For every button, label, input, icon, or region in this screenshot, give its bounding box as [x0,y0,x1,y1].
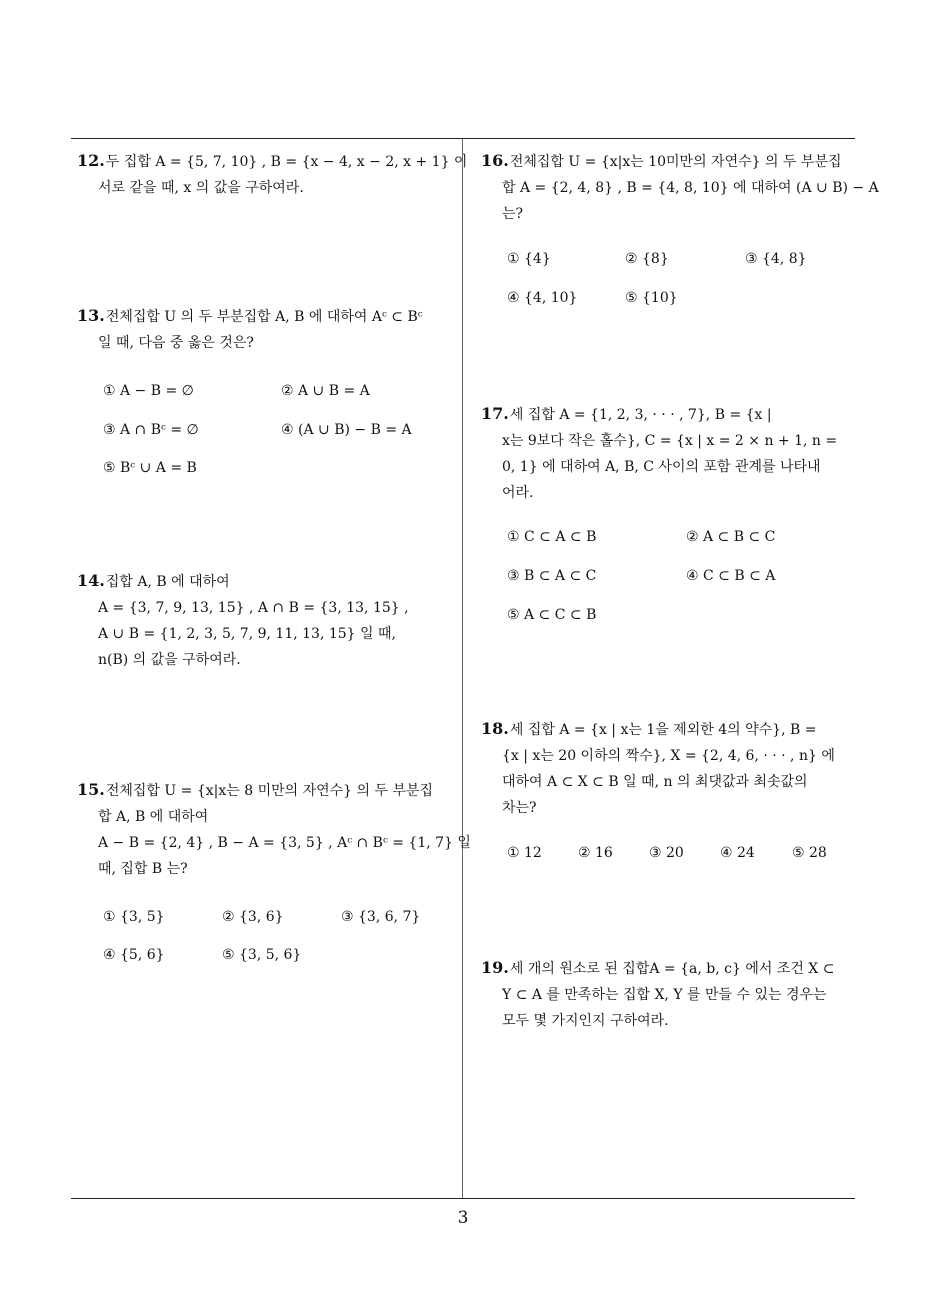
question-15-line-3: A − B = {2, 4} , B − A = {3, 5} , Aᶜ ∩ Bᶜ = {1, 7} 일 [98,835,471,851]
question-18-line-2: {x | x는 20 이하의 짝수}, X = {2, 4, 6, · · · , n} 에 [502,748,835,764]
choice-4[interactable]: ④ {5, 6} [103,947,165,963]
question-15 [77,777,471,882]
choice-4[interactable]: ④ 24 [720,845,755,861]
question-16-line-3: 는? [502,206,524,222]
question-number: 13. [77,306,105,325]
question-17-line-1: 17.세 집합 A = {1, 2, 3, · · · , 7}, B = {x | [481,404,772,423]
question-13 [77,303,423,356]
column-divider [462,139,463,1198]
question-17-line-3: 0, 1} 에 대하여 A, B, C 사이의 포함 관계를 나타내 [502,459,821,475]
question-14-line-3: A ∪ B = {1, 2, 3, 5, 7, 9, 11, 13, 15} 일 때, [98,626,396,642]
choice-4[interactable]: ④ C ⊂ B ⊂ A [686,568,776,584]
question-number: 18. [481,719,509,738]
question-number: 14. [77,571,105,590]
choice-2[interactable]: ② {8} [625,251,669,267]
question-15-line-2: 합 A, B 에 대하여 [98,809,209,825]
question-18-line-3: 대하여 A ⊂ X ⊂ B 일 때, n 의 최댓값과 최솟값의 [502,774,808,790]
choice-1[interactable]: ① C ⊂ A ⊂ B [507,529,597,545]
choice-1[interactable]: ① {4} [507,251,551,267]
question-17-line-4: 어라. [502,485,534,501]
choice-3[interactable]: ③ 20 [649,845,684,861]
choice-1[interactable]: ① A − B = ∅ [103,383,194,399]
choice-3[interactable]: ③ B ⊂ A ⊂ C [507,568,597,584]
question-number: 17. [481,404,509,423]
question-14-line-1: 14.집합 A, B 에 대하여 [77,571,230,590]
question-14 [77,568,409,673]
question-14-line-2: A = {3, 7, 9, 13, 15} , A ∩ B = {3, 13, 15} , [98,600,409,616]
choice-4[interactable]: ④ {4, 10} [507,290,578,306]
question-12-line-1: 12.두 집합 A = {5, 7, 10} , B = {x − 4, x − 2, x + 1} 이 [77,151,468,170]
question-19-line-2: Y ⊂ A 를 만족하는 집합 X, Y 를 만들 수 있는 경우는 [502,987,827,1003]
question-13-line-2: 일 때, 다음 중 옳은 것은? [98,335,254,351]
question-18-line-4: 차는? [502,800,537,816]
bottom-rule [71,1198,855,1199]
question-17-line-2: x는 9보다 작은 홀수}, C = {x | x = 2 × n + 1, n = [502,433,838,449]
question-17 [481,401,837,506]
question-13-line-1: 13.전체집합 U 의 두 부분집합 A, B 에 대하여 Aᶜ ⊂ Bᶜ [77,306,423,325]
question-19 [481,955,834,1034]
choice-2[interactable]: ② {3, 6} [222,909,284,925]
question-18 [481,716,835,821]
choice-3[interactable]: ③ {4, 8} [745,251,807,267]
question-18-line-1: 18.세 집합 A = {x | x는 1을 제외한 4의 약수}, B = [481,719,817,738]
question-19-line-3: 모두 몇 가지인지 구하여라. [502,1013,669,1029]
question-12-line-2: 서로 같을 때, x 의 값을 구하여라. [98,180,304,196]
choice-5[interactable]: ⑤ 28 [792,845,827,861]
choice-4[interactable]: ④ (A ∪ B) − B = A [281,422,412,438]
choice-1[interactable]: ① {3, 5} [103,909,165,925]
choice-5[interactable]: ⑤ {3, 5, 6} [222,947,302,963]
question-number: 16. [481,151,509,170]
question-number: 15. [77,780,105,799]
page-number: 3 [457,1208,469,1228]
choice-5[interactable]: ⑤ {10} [625,290,678,306]
question-number: 19. [481,958,509,977]
question-15-line-4: 때, 집합 B 는? [98,861,188,877]
choice-2[interactable]: ② A ∪ B = A [281,383,370,399]
top-rule [71,138,855,139]
question-16-line-1: 16.전체집합 U = {x|x는 10미만의 자연수} 의 두 부분집 [481,151,842,170]
question-14-line-4: n(B) 의 값을 구하여라. [98,652,241,668]
choice-3[interactable]: ③ {3, 6, 7} [341,909,421,925]
choice-2[interactable]: ② 16 [578,845,613,861]
question-number: 12. [77,151,105,170]
choice-3[interactable]: ③ A ∩ Bᶜ = ∅ [103,422,199,438]
question-15-line-1: 15.전체집합 U = {x|x는 8 미만의 자연수} 의 두 부분집 [77,780,434,799]
question-19-line-1: 19.세 개의 원소로 된 집합A = {a, b, c} 에서 조건 X ⊂ [481,958,835,977]
choice-2[interactable]: ② A ⊂ B ⊂ C [686,529,776,545]
question-16-line-2: 합 A = {2, 4, 8} , B = {4, 8, 10} 에 대하여 (A ∪ B) − A [502,180,879,196]
choice-5[interactable]: ⑤ A ⊂ C ⊂ B [507,607,597,623]
choice-1[interactable]: ① 12 [507,845,542,861]
question-16 [481,148,879,227]
choice-5[interactable]: ⑤ Bᶜ ∪ A = B [103,460,197,476]
question-12 [77,148,467,201]
